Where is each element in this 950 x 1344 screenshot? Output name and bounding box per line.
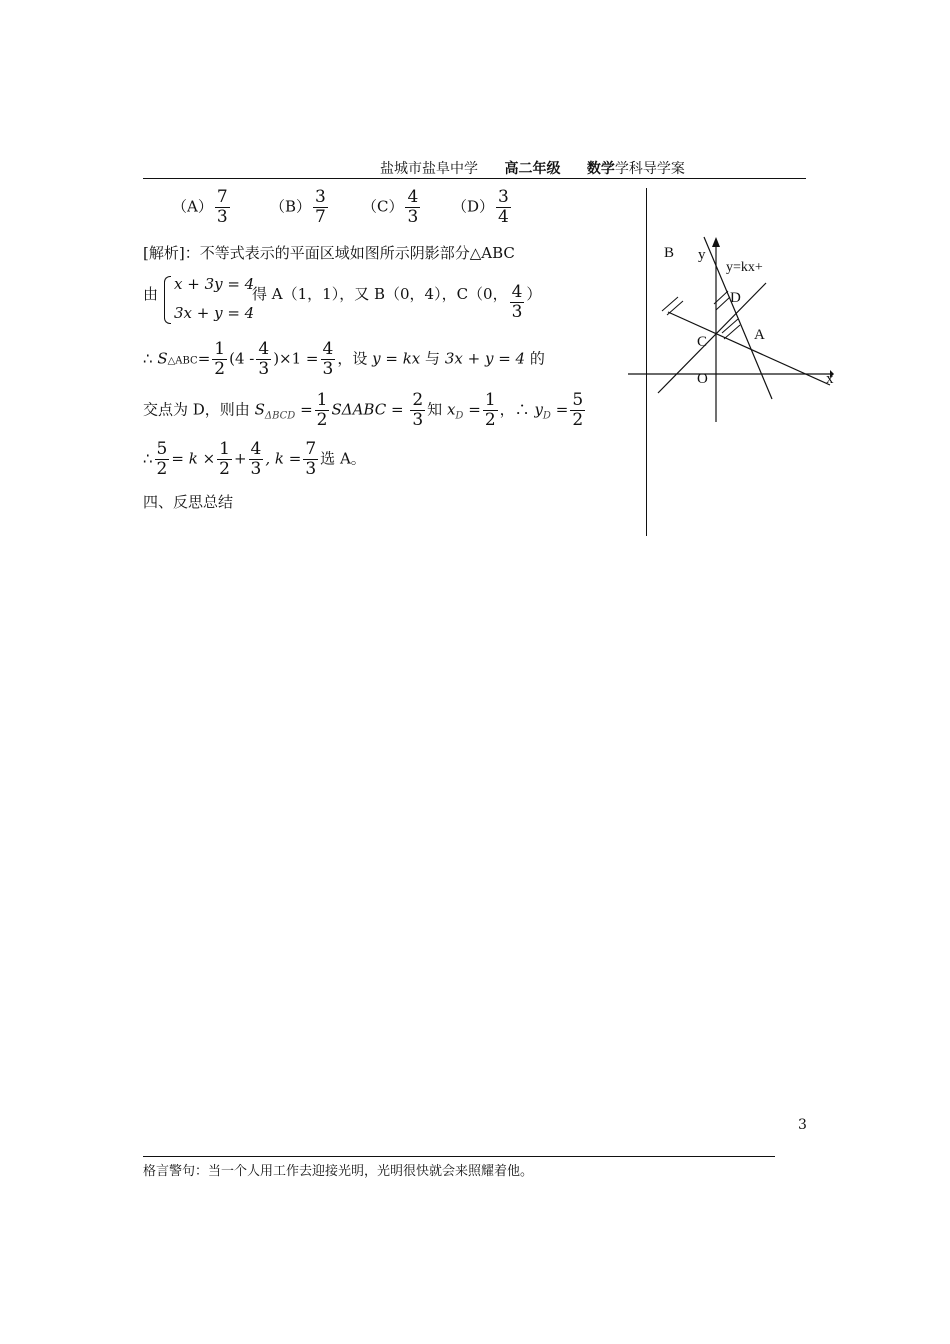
equals: = — [555, 400, 569, 419]
option-c — [362, 188, 422, 227]
option-label: （D） — [452, 197, 495, 216]
page-header — [380, 158, 800, 178]
header-rule — [143, 178, 806, 179]
option-label: （C） — [362, 197, 404, 216]
denominator: 3 — [258, 359, 270, 379]
denominator: 7 — [315, 207, 326, 227]
area-line — [143, 340, 545, 379]
label-y: y — [698, 247, 706, 263]
numerator: 1 — [214, 339, 226, 359]
footer-quote: 格言警句：当一个人用工作去迎接光明，光明很快就会来照耀着他。 — [143, 1164, 534, 1179]
xd-subscript: D — [455, 410, 464, 422]
grade-label: 高二年级 — [504, 161, 561, 177]
denominator: 4 — [498, 207, 509, 227]
yd-fraction — [570, 391, 585, 430]
line-equation: y = kx — [372, 349, 421, 368]
equation-1: x + 3y = 4 — [174, 275, 255, 293]
denominator: 2 — [219, 459, 230, 479]
equals: = — [197, 349, 211, 368]
label-d: D — [730, 290, 741, 306]
sbcd-subscript: ΔBCD — [264, 410, 296, 422]
s-symbol: S — [157, 349, 168, 368]
section-title: 四、反思总结 — [143, 493, 234, 511]
hatch-mark — [716, 297, 730, 310]
numerator: 1 — [316, 390, 328, 410]
comma-k: , k = — [265, 449, 302, 468]
comma-therefore: ，∴ — [499, 400, 530, 419]
final-line — [143, 440, 366, 479]
of-text: 的 — [529, 349, 545, 368]
k-fraction — [303, 440, 318, 479]
label-b: B — [664, 245, 675, 261]
equation-brace — [164, 276, 171, 324]
you-label: 由 — [143, 285, 159, 303]
option-fraction — [496, 188, 511, 227]
five-halves-fraction — [155, 440, 170, 479]
numerator: 3 — [315, 187, 326, 207]
xd-symbol: x — [446, 400, 456, 419]
denominator: 2 — [484, 410, 496, 430]
c-fraction — [510, 283, 525, 322]
y-axis-arrow — [712, 237, 720, 247]
denominator: 3 — [412, 410, 424, 430]
option-fraction — [215, 188, 230, 227]
choose-text: 选 A。 — [320, 449, 366, 468]
line-equation-2: 3x + y = 4 — [444, 349, 526, 368]
numerator: 7 — [305, 439, 317, 459]
equals: = — [468, 400, 481, 419]
numerator: 1 — [484, 390, 496, 410]
therefore-symbol: ∴ — [143, 349, 153, 368]
subject-rest: 学科导学案 — [614, 161, 685, 177]
four-thirds-fraction-2 — [249, 440, 264, 479]
hatch-mark — [667, 301, 683, 315]
denominator: 3 — [250, 459, 262, 479]
four-thirds-fraction — [256, 340, 271, 379]
region-figure — [620, 225, 840, 430]
numerator: 5 — [572, 390, 584, 410]
numerator: 2 — [412, 390, 424, 410]
yd-subscript: D — [542, 410, 551, 422]
numerator: 7 — [216, 187, 228, 207]
denominator: 3 — [511, 302, 523, 322]
intersect-text: 交点为 D，则由 — [143, 400, 250, 419]
numerator: 4 — [250, 439, 262, 459]
numerator: 3 — [498, 187, 509, 207]
denominator: 2 — [214, 359, 226, 379]
option-a — [172, 188, 232, 227]
sabc-text: SΔABC = — [331, 400, 404, 419]
line-kx — [658, 283, 766, 393]
denominator: 2 — [572, 410, 584, 430]
set-text: ，设 — [337, 349, 368, 368]
denominator: 3 — [407, 207, 419, 227]
s-subscript: △ABC — [167, 355, 198, 367]
equals: = — [300, 400, 313, 419]
points-label: 得 A（1，1），又 B（0，4），C（0， — [252, 285, 508, 303]
analysis-intro: [解析]：不等式表示的平面区域如图所示阴影部分△ABC — [143, 244, 515, 262]
option-fraction — [313, 188, 328, 227]
option-label: （A） — [172, 197, 213, 216]
equation-2: 3x + y = 4 — [174, 304, 255, 322]
numerator: 4 — [258, 339, 270, 359]
subject-bold: 数学 — [586, 161, 615, 177]
denominator: 3 — [305, 459, 317, 479]
two-thirds-fraction — [410, 391, 425, 430]
label-line-eq: y=kx+ — [726, 260, 763, 275]
footer-rule — [143, 1156, 775, 1157]
label-o: O — [697, 371, 708, 387]
denominator: 2 — [156, 459, 168, 479]
sbcd-symbol: S — [254, 400, 265, 419]
numerator: 4 — [322, 339, 334, 359]
denominator: 3 — [322, 359, 334, 379]
numerator: 4 — [407, 187, 419, 207]
page-number: 3 — [798, 1117, 807, 1133]
denominator: 2 — [316, 410, 328, 430]
denominator: 3 — [216, 207, 228, 227]
numerator: 5 — [156, 439, 168, 459]
option-b — [270, 188, 330, 227]
numerator: 1 — [219, 439, 230, 459]
half-fraction-2 — [315, 391, 330, 430]
label-x: x — [826, 371, 834, 387]
eq-k: = k × — [171, 449, 216, 468]
with-text: 与 — [425, 349, 441, 368]
option-fraction — [405, 188, 420, 227]
close-paren: ） — [526, 285, 542, 303]
plus-sign: + — [233, 449, 247, 468]
hatch-mark — [724, 325, 740, 339]
paren-close: )×1 = — [273, 349, 319, 368]
points-text — [252, 283, 541, 322]
paren-open: (4 - — [229, 349, 255, 368]
yd-symbol: y — [534, 400, 543, 419]
hatch-mark — [662, 297, 678, 311]
numerator: 4 — [511, 282, 523, 302]
know-text: 知 — [427, 400, 443, 419]
result-fraction — [321, 340, 336, 379]
school-name: 盐城市盐阜中学 — [380, 161, 478, 177]
xd-fraction — [483, 391, 498, 430]
option-label: （B） — [270, 197, 312, 216]
therefore-symbol: ∴ — [143, 449, 153, 468]
option-d — [452, 188, 513, 227]
one-half-fraction — [217, 440, 232, 479]
intersection-line — [143, 391, 587, 430]
label-a: A — [754, 327, 765, 343]
label-c: C — [697, 334, 708, 350]
half-fraction — [212, 340, 227, 379]
